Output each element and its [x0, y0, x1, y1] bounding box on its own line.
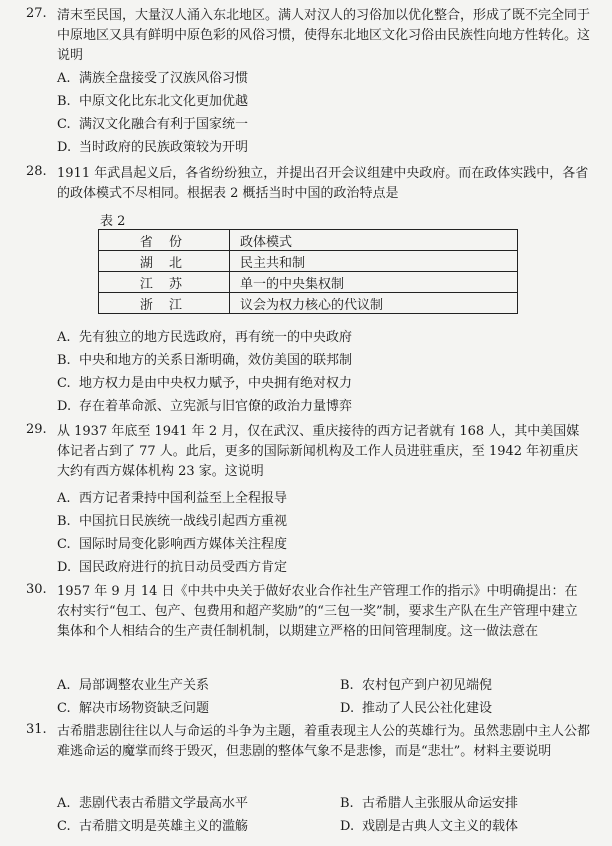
option-letter: D. [340, 701, 355, 716]
question-number: 28. [26, 164, 47, 179]
option-letter: C. [57, 537, 71, 552]
option-letter: A. [57, 330, 71, 345]
option-text: 戏剧是古典人文主义的载体 [362, 819, 519, 834]
table-cell: 单一的中央集权制 [230, 272, 518, 293]
question-stem: 古希腊悲剧往往以人与命运的斗争为主题，着重表现主人公的英雄行为。虽然悲剧中主人公都难逃命运的魔掌而终于毁灭，但悲剧的整体气象不是悲惨，而是“悲壮”。材料主要说明 [57, 724, 591, 759]
table-header-cell: 政体模式 [230, 230, 518, 251]
option-letter: C. [57, 376, 71, 391]
option-text: 中国抗日民族统一战线引起西方重视 [79, 514, 288, 529]
option-b[interactable] [57, 351, 352, 370]
option-letter: A. [57, 678, 71, 693]
option-a[interactable] [57, 489, 287, 508]
option-a[interactable] [57, 794, 248, 813]
option-text: 古希腊人主张服从命运安排 [362, 796, 519, 811]
option-text: 先有独立的地方民选政府，再有统一的中央政府 [79, 330, 353, 345]
option-letter: C. [57, 819, 71, 834]
option-d[interactable] [340, 817, 518, 836]
option-text: 国际时局变化影响西方媒体关注程度 [79, 537, 288, 552]
question-number: 30. [26, 582, 47, 597]
option-c[interactable] [57, 374, 352, 393]
option-d[interactable] [340, 699, 492, 718]
question-number: 27. [26, 6, 47, 21]
option-b[interactable] [57, 92, 248, 111]
table-caption: 表 2 [100, 214, 126, 229]
option-letter: B. [340, 678, 354, 693]
table-cell: 议会为权力核心的代议制 [230, 293, 518, 314]
table-header-row [99, 230, 518, 251]
option-text: 农村包产到户初见端倪 [362, 678, 493, 693]
table-cell: 民主共和制 [230, 251, 518, 272]
table-header-cell: 省 份 [99, 230, 230, 251]
question-number: 29. [26, 422, 47, 437]
option-a[interactable] [57, 676, 209, 695]
option-letter: A. [57, 796, 71, 811]
option-b[interactable] [57, 512, 287, 531]
politics-table [98, 229, 518, 314]
option-b[interactable] [340, 794, 518, 813]
option-letter: B. [57, 353, 71, 368]
option-text: 满汉文化融合有利于国家统一 [79, 117, 249, 132]
option-d[interactable] [57, 397, 352, 416]
option-text: 西方记者秉持中国利益至上全程报导 [79, 491, 288, 506]
option-d[interactable] [57, 138, 248, 157]
question-stem: 清末至民国，大量汉人涌入东北地区。满人对汉人的习俗加以优化整合，形成了既不完全同于中原地区又具有鲜明中原色彩的风俗习惯，使得东北地区文化习俗由民族性向地方性转化。这说明 [57, 8, 591, 63]
option-text: 推动了人民公社化建设 [362, 701, 493, 716]
option-c[interactable] [57, 817, 248, 836]
option-text: 中央和地方的关系日渐明确，效仿美国的联邦制 [79, 353, 353, 368]
option-a[interactable] [57, 69, 248, 88]
table-cell: 江 苏 [99, 272, 230, 293]
option-c[interactable] [57, 115, 248, 134]
option-letter: D. [57, 140, 72, 155]
option-c[interactable] [57, 535, 287, 554]
option-text: 满族全盘接受了汉族风俗习惯 [79, 71, 249, 86]
option-text: 存在着革命派、立宪派与旧官僚的政治力量博弈 [79, 399, 353, 414]
option-b[interactable] [340, 676, 492, 695]
option-letter: D. [57, 560, 72, 575]
table-row [99, 293, 518, 314]
option-letter: D. [340, 819, 355, 834]
option-letter: B. [340, 796, 354, 811]
question-stem: 从 1937 年底至 1941 年 2 月，仅在武汉、重庆接待的西方记者就有 168 人，其中美国媒体记者占到了 77 人。此后，更多的国际新闻机构及工作人员进驻重庆，至 1942 年初重庆大约有西方媒体机构 23 家。这说明 [57, 424, 580, 479]
table-row [99, 251, 518, 272]
table-cell: 湖 北 [99, 251, 230, 272]
option-text: 局部调整农业生产关系 [79, 678, 210, 693]
option-text: 悲剧代表古希腊文学最高水平 [79, 796, 249, 811]
option-letter: C. [57, 701, 71, 716]
table-row [99, 272, 518, 293]
option-d[interactable] [57, 558, 287, 577]
question-stem: 1911 年武昌起义后，各省纷纷独立，并提出召开会议组建中央政府。而在政体实践中，各省的政体模式不尽相同。根据表 2 概括当时中国的政治特点是 [57, 166, 589, 201]
option-letter: B. [57, 94, 71, 109]
option-letter: B. [57, 514, 71, 529]
option-text: 解决市场物资缺乏问题 [79, 701, 210, 716]
option-letter: A. [57, 71, 71, 86]
table-cell: 浙 江 [99, 293, 230, 314]
option-text: 国民政府进行的抗日动员受西方肯定 [79, 560, 288, 575]
question-number: 31. [26, 722, 47, 737]
option-letter: A. [57, 491, 71, 506]
option-text: 当时政府的民族政策较为开明 [79, 140, 249, 155]
option-text: 地方权力是由中央权力赋予，中央拥有绝对权力 [79, 376, 353, 391]
option-a[interactable] [57, 328, 352, 347]
option-letter: D. [57, 399, 72, 414]
question-stem: 1957 年 9 月 14 日《中共中央关于做好农业合作社生产管理工作的指示》中明确提出：在农村实行“包工、包产、包费用和超产奖励”的“三包一奖”制，要求生产队在生产管理中建立集体和个人相结合的生产责任制机制，以期建立严格的田间管理制度。这一做法意在 [57, 584, 578, 639]
option-text: 中原文化比东北文化更加优越 [79, 94, 249, 109]
option-text: 古希腊文明是英雄主义的滥觞 [79, 819, 249, 834]
option-c[interactable] [57, 699, 209, 718]
option-letter: C. [57, 117, 71, 132]
